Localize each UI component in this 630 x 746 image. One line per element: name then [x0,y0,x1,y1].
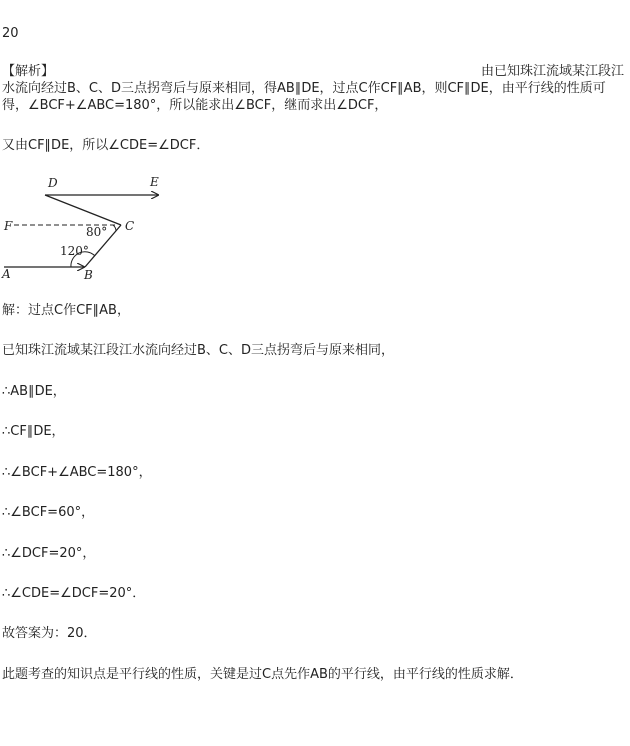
label-C: C [125,219,135,233]
solution-line-3: ∴AB∥DE， [2,384,66,399]
angle-label-b: 120° [60,244,89,258]
segment-dc [45,195,121,225]
label-B: B [84,268,93,282]
solution-line-6: ∴∠BCF=60°， [2,505,95,520]
angle-arc-c [113,225,116,231]
label-A: A [2,267,11,281]
solution-line-7: ∴∠DCF=20°， [2,546,96,561]
analysis-intro-text: 水流向经过B、C、D三点拐弯后与原来相同，得AB∥DE，过点C作CF∥AB，则CF∥DE，由平行线的性质可得，∠BCF+∠ABC=180°，所以能求出∠BCF，继而求出∠DCF， [2,81,606,113]
geometry-figure [0,170,200,285]
label-D: D [48,176,58,190]
analysis-intro [2,63,624,114]
label-E: E [150,175,159,189]
analysis-line-2: 又由CF∥DE，所以∠CDE=∠DCF． [2,138,210,153]
analysis-heading: 【解析】 [2,64,55,79]
analysis-intro-right: 由已知珠江流域某江段江 [480,64,624,79]
answer-number: 20 [2,26,19,41]
solution-line-4: ∴CF∥DE， [2,424,65,439]
label-F: F [4,219,13,233]
summary-note: 此题考查的知识点是平行线的性质，关键是过C点先作AB的平行线，由平行线的性质求解． [2,667,523,682]
solution-line-5: ∴∠BCF+∠ABC=180°， [2,465,152,480]
solution-line-8: ∴∠CDE=∠DCF=20°． [2,586,146,601]
final-answer: 故答案为：20． [2,626,97,641]
angle-label-c: 80° [86,225,108,239]
solution-line-1: 解：过点C作CF∥AB， [2,303,130,318]
solution-line-2: 已知珠江流域某江段江水流向经过B、C、D三点拐弯后与原来相同， [2,343,395,358]
